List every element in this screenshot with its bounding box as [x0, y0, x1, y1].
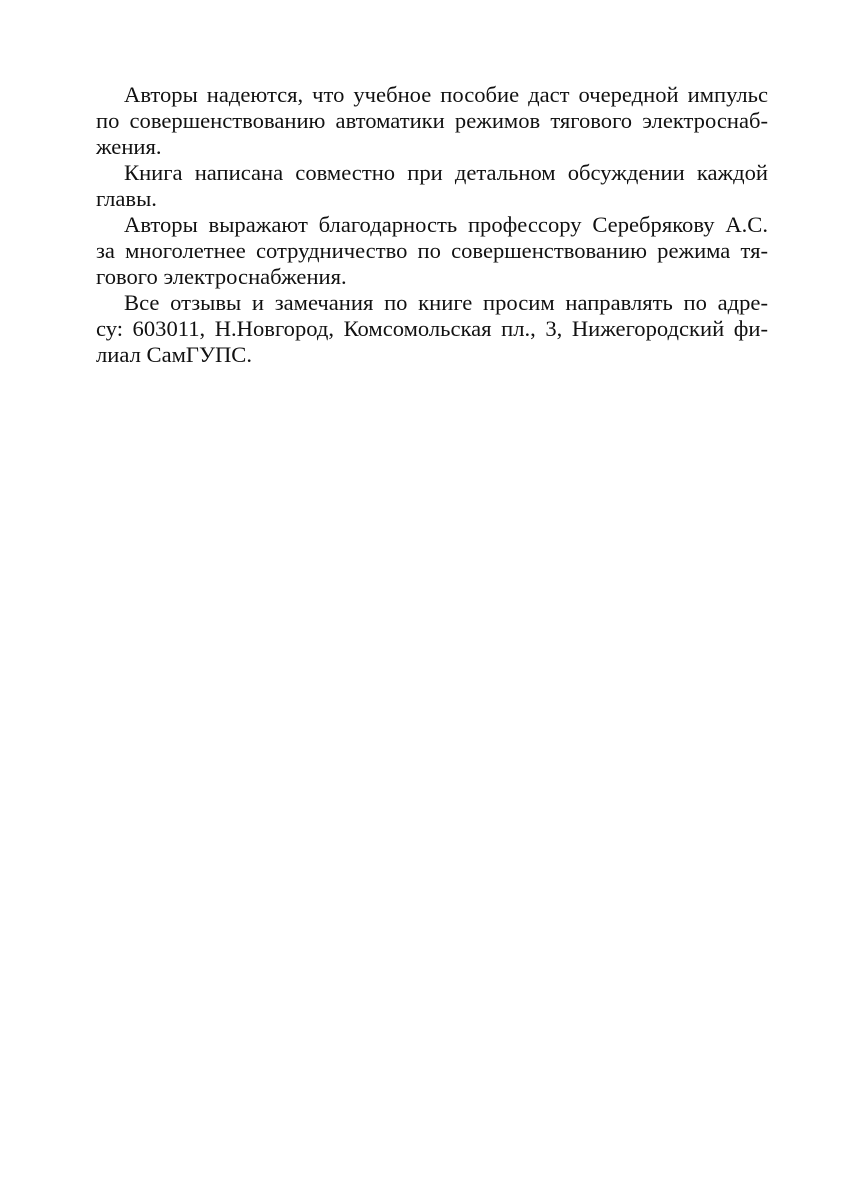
text-line: Авторы надеются, что учебное пособие даст очередной импульс	[124, 82, 768, 107]
paragraph-acknowledgement	[96, 212, 768, 290]
text-line: жения.	[96, 134, 162, 159]
text-line: лиал СамГУПС.	[96, 342, 253, 367]
text-line: Все отзывы и замечания по книге просим направлять по адре-	[124, 290, 768, 315]
text-line: по совершенствованию автоматики режимов тягового электроснаб-	[96, 108, 768, 133]
document-page	[96, 82, 768, 368]
paragraph-feedback-address	[96, 290, 768, 368]
text-line: Авторы выражают благодарность профессору Серебрякову А.С.	[124, 212, 768, 237]
paragraph-hopes	[96, 82, 768, 160]
text-line: Книга написана совместно при детальном обсуждении каждой	[124, 160, 768, 185]
paragraph-coauthorship	[96, 160, 768, 212]
text-line: су: 603011, Н.Новгород, Комсомольская пл., 3, Нижегородский фи-	[96, 316, 768, 341]
text-line: главы.	[96, 186, 157, 211]
text-line: гового электроснабжения.	[96, 264, 347, 289]
text-line: за многолетнее сотрудничество по совершенствованию режима тя-	[96, 238, 768, 263]
